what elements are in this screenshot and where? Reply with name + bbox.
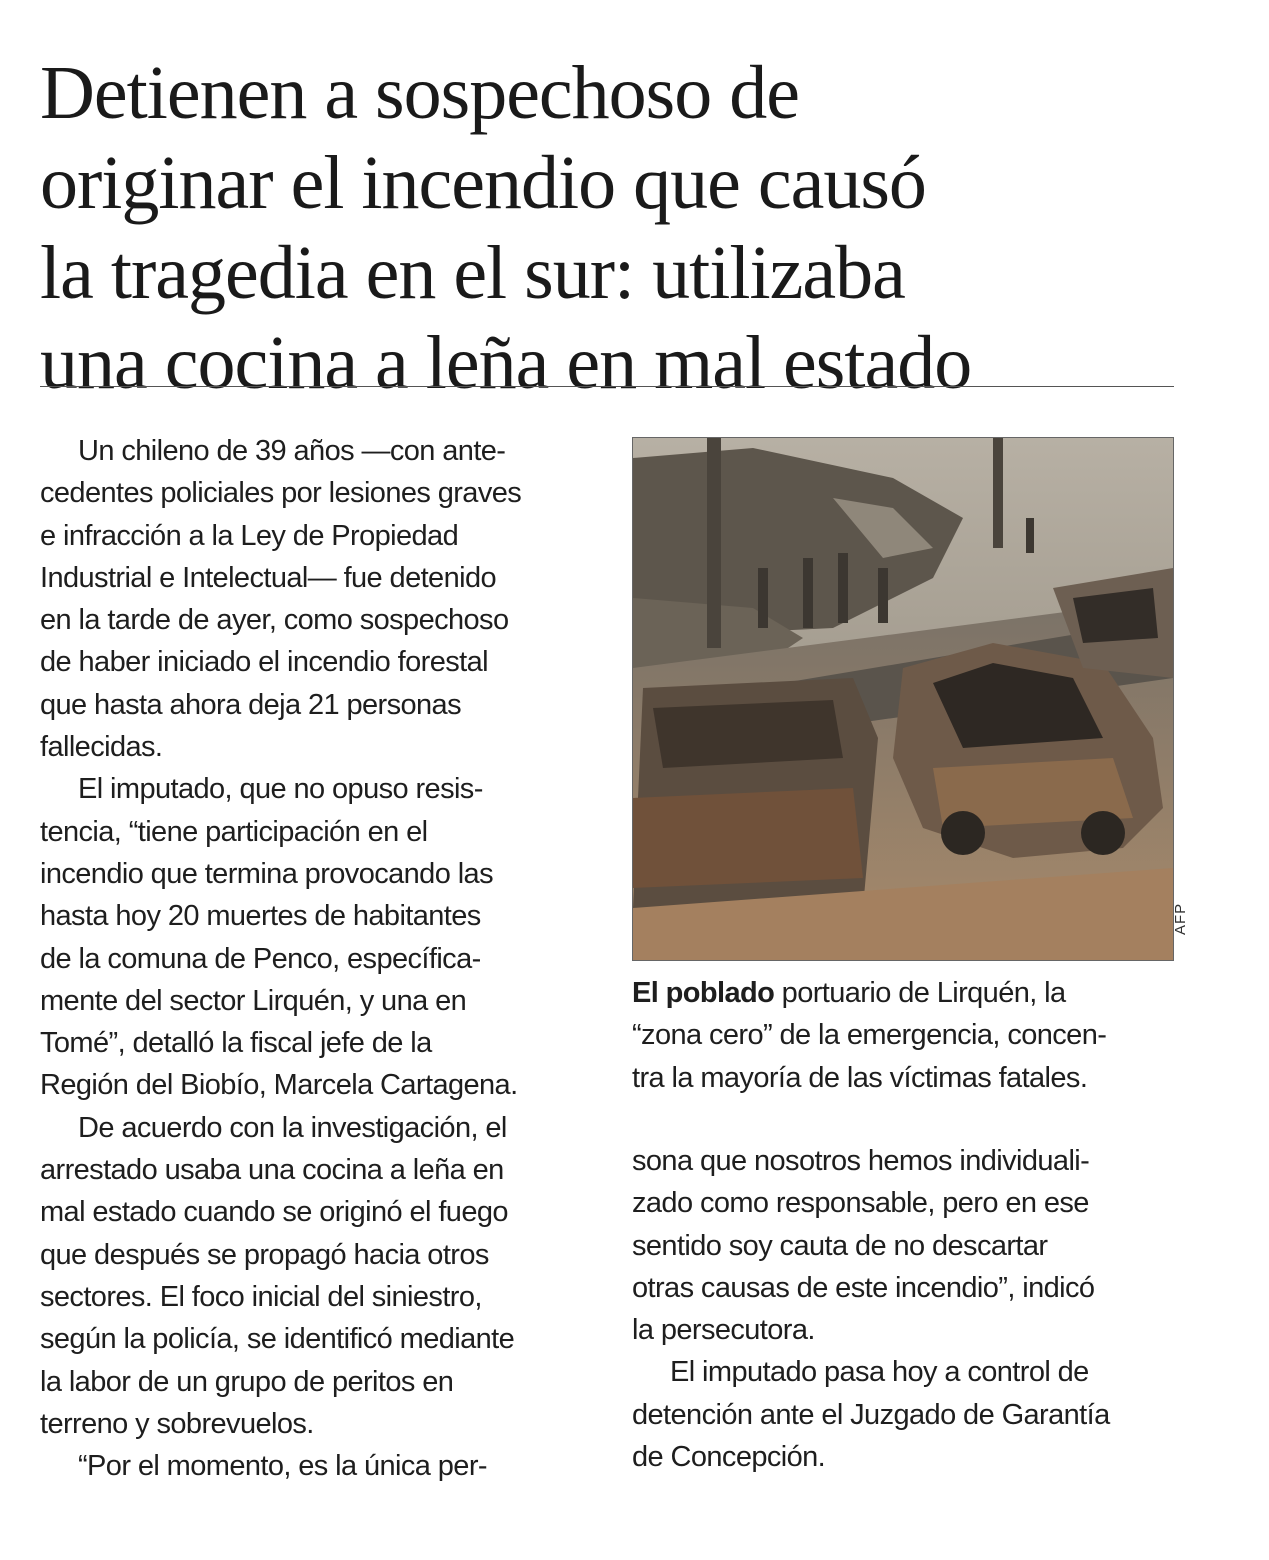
body-line: zado como responsable, pero en ese: [632, 1187, 1089, 1220]
headline-line-3: la tragedia en el sur: utilizaba: [40, 231, 905, 315]
body-line: arrestado usaba una cocina a leña en: [40, 1154, 504, 1187]
headline-line-4: una cocina a leña en mal estado: [40, 321, 972, 405]
body-line: Industrial e Intelectual— fue detenido: [40, 561, 497, 594]
photo-caption: [632, 972, 1192, 1099]
body-line: terreno y sobrevuelos.: [40, 1407, 314, 1440]
body-line: Región del Biobío, Marcela Cartagena.: [40, 1069, 518, 1102]
body-line: que después se propagó hacia otros: [40, 1238, 489, 1271]
news-photo: [632, 437, 1174, 961]
headline-line-2: originar el incendio que causó: [40, 141, 926, 225]
headline-line-1: Detienen a sospechoso de: [40, 51, 799, 135]
body-line: tencia, “tiene participación en el: [40, 815, 428, 848]
body-line: que hasta ahora deja 21 personas: [40, 688, 461, 721]
caption-line-2: “zona cero” de la emergencia, concen-: [632, 1019, 1107, 1052]
body-line: detención ante el Juzgado de Garantía: [632, 1398, 1110, 1431]
body-line: hasta hoy 20 muertes de habitantes: [40, 900, 481, 933]
body-line: El imputado, que no opuso resis-: [78, 773, 483, 806]
body-line: El imputado pasa hoy a control de: [670, 1356, 1089, 1389]
body-line: la labor de un grupo de peritos en: [40, 1365, 454, 1398]
headline: [40, 48, 1170, 408]
article-body-left-column: [40, 430, 600, 1487]
body-line: mal estado cuando se originó el fuego: [40, 1196, 508, 1229]
body-line: “Por el momento, es la única per-: [78, 1450, 487, 1483]
body-line: sentido soy cauta de no descartar: [632, 1229, 1048, 1262]
body-line: mente del sector Lirquén, y una en: [40, 984, 467, 1017]
body-line: Tomé”, detalló la fiscal jefe de la: [40, 1027, 432, 1060]
body-line: incendio que termina provocando las: [40, 857, 493, 890]
body-line: De acuerdo con la investigación, el: [78, 1111, 507, 1144]
body-line: la persecutora.: [632, 1314, 815, 1347]
photo-credit: AFP: [1172, 902, 1189, 935]
body-line: cedentes policiales por lesiones graves: [40, 477, 522, 510]
body-line: sectores. El foco inicial del siniestro,: [40, 1280, 482, 1313]
body-line: de Concepción.: [632, 1441, 826, 1474]
article-body-right-column: [632, 1140, 1192, 1478]
body-line: Un chileno de 39 años —con ante-: [78, 435, 506, 467]
body-line: según la policía, se identificó mediante: [40, 1323, 515, 1356]
body-line: de haber iniciado el incendio forestal: [40, 646, 488, 679]
body-line: sona que nosotros hemos individuali-: [632, 1145, 1090, 1177]
body-line: de la comuna de Penco, específica-: [40, 942, 481, 975]
headline-divider: [40, 386, 1174, 387]
caption-line-3: tra la mayoría de las víctimas fatales.: [632, 1061, 1088, 1094]
body-line: fallecidas.: [40, 731, 163, 764]
caption-lead: El poblado: [632, 977, 775, 1009]
caption-line-1: portuario de Lirquén, la: [774, 977, 1066, 1009]
body-line: en la tarde de ayer, como sospechoso: [40, 604, 509, 637]
body-line: e infracción a la Ley de Propiedad: [40, 519, 459, 552]
body-line: otras causas de este incendio”, indicó: [632, 1271, 1095, 1304]
